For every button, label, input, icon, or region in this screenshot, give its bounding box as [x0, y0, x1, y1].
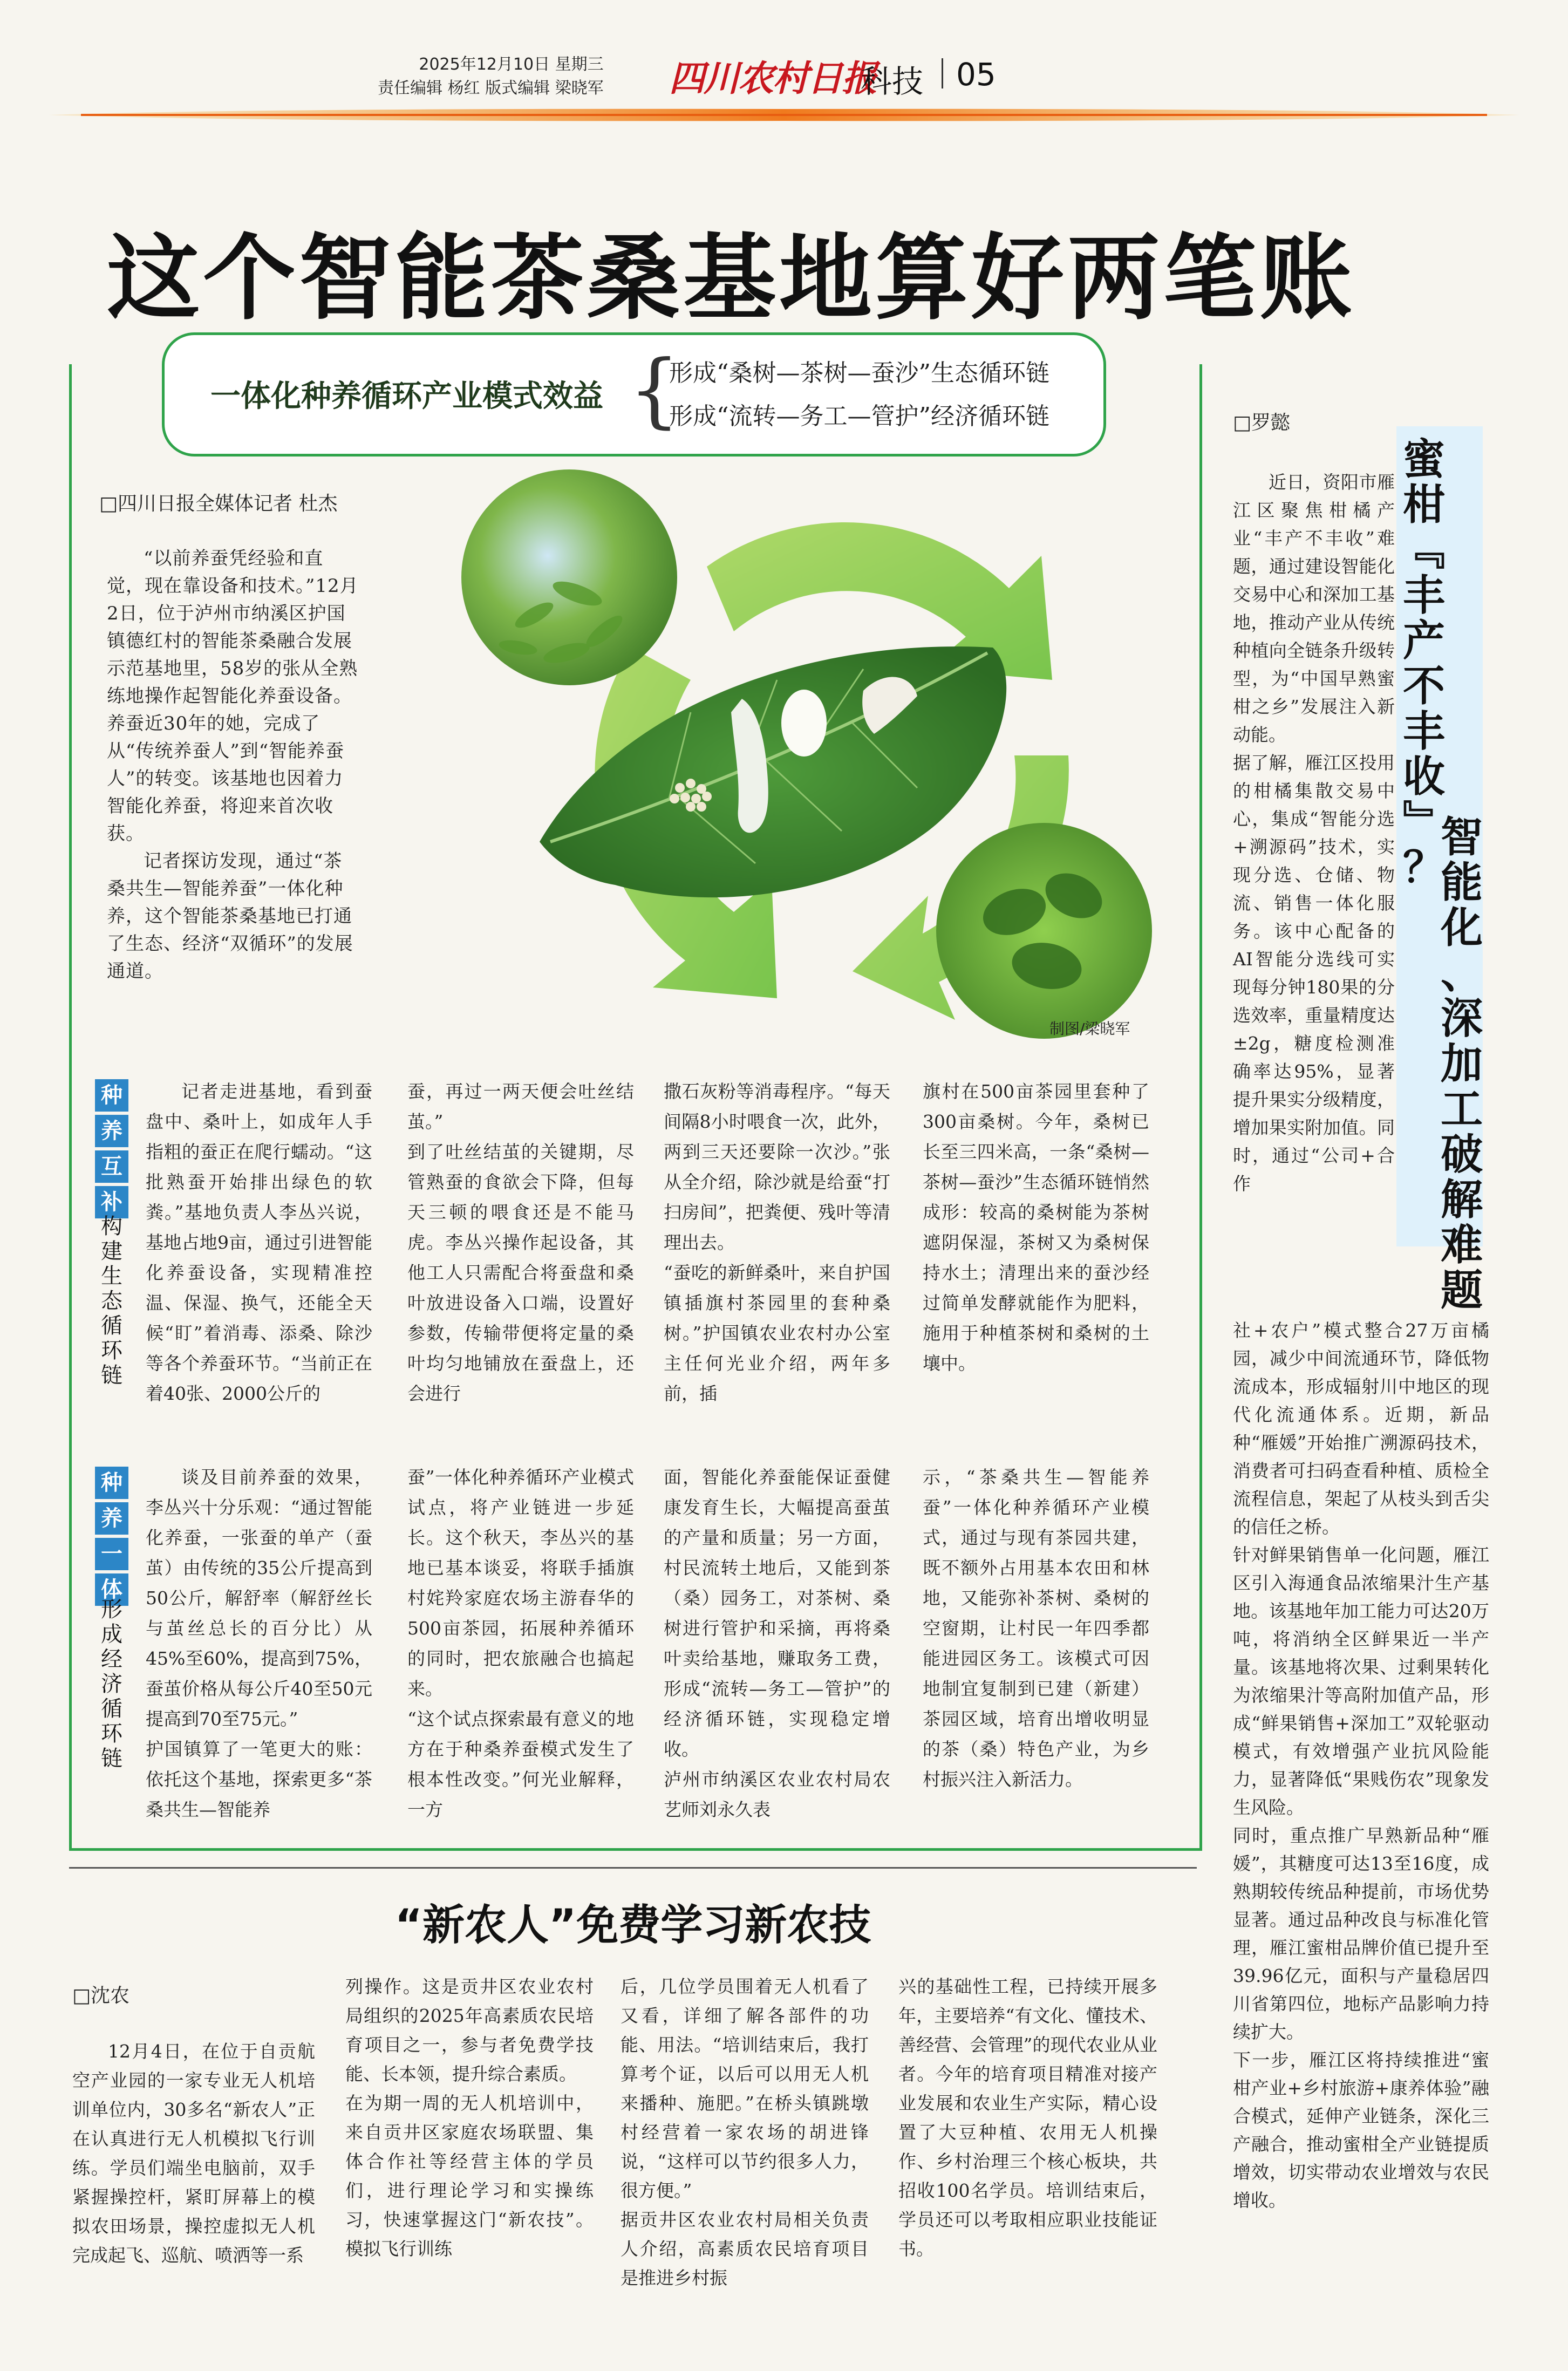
tag-char: 互 [95, 1150, 128, 1183]
cycle-illustration [453, 453, 1155, 1047]
paragraph: 示，“茶桑共生—智能养蚕”一体化种养循环产业模式，通过与现有茶园共建，既不额外占用基本农田和林地，又能弥补茶树、桑树的空窗期，让村民一年四季都能进园区务工。该模式可因地制宜复制到已建（新建）茶园区域，培育出增收明显的茶（桑）特色产业，为乡村振兴注入新活力。 [923, 1467, 1149, 1790]
title-char: 环 [101, 1338, 122, 1363]
right-wide-text [1233, 1317, 1489, 2215]
section2-title [95, 1597, 128, 1771]
s2-column-3 [664, 1462, 890, 1825]
s2-column-1 [146, 1462, 372, 1825]
tag-char: 养 [95, 1115, 128, 1147]
title-char: 难 [1441, 1221, 1483, 1270]
paragraph: 蚕，再过一两天便会吐丝结茧。” 到了吐丝结茧的关键期，尽管熟蚕的食欲会下降，但每天三顿的喂食还是不能马虎。李丛兴操作起设备，其他工人只需配合将蚕盘和桑叶放进设备入口端，设置好参数，传输带便将定量的桑叶均匀地铺放在蚕盘上，还会进行 [407, 1081, 634, 1404]
paragraph: 列操作。这是贡井区农业农村局组织的2025年高素质农民培育项目之一，参与者免费学技能、长本领，提升综合素质。 在为期一周的无人机培训中，来自贡井区家庭农场联盟、集体合作社等经营主体的学员们，进行理论学习和实操练习，快速掌握这门“新农技”。模拟飞行训练 [345, 1976, 594, 2259]
silkworm-cocoon [781, 690, 827, 757]
title-char: 蜜 [1403, 435, 1446, 484]
s1-column-2 [407, 1077, 634, 1409]
title-char: ？ [1403, 843, 1446, 892]
title-char: 能 [1441, 859, 1483, 907]
title-char: 经 [101, 1647, 122, 1672]
subhead-line-1: 形成“桑树—茶树—蚕沙”生态循环链 [669, 359, 1049, 387]
right-title-part2 [1441, 813, 1483, 1315]
title-char: ﹄ [1403, 798, 1446, 847]
right-title-part1 [1403, 435, 1446, 892]
paragraph: 记者走进基地，看到蚕盘中、桑叶上，如成年人手指粗的蚕正在爬行蠕动。“这批熟蚕开始排出绿色的软粪。”基地负责人李丛兴说，基地占地9亩，通过引进智能化养蚕设备，实现精准控温、保湿、换气，还能全天候“盯”着消毒、添桑、除沙等各个养蚕环节。“当前正在着40张、2000公斤的 [146, 1081, 372, 1404]
title-char: 环 [101, 1721, 122, 1746]
section-name: 科技 [861, 63, 924, 100]
lead-text [107, 545, 360, 985]
s3-column-4 [898, 1972, 1157, 2264]
title-char: 丰 [1403, 707, 1446, 756]
title-char: 形 [101, 1597, 122, 1622]
title-char: 不 [1403, 662, 1446, 711]
second-byline: □沈农 [72, 1985, 130, 2007]
title-char: 态 [101, 1289, 122, 1313]
s1-column-3 [664, 1077, 890, 1409]
title-char: 破 [1441, 1130, 1483, 1179]
paragraph: 蚕”一体化种养循环产业模式试点，将产业链进一步延长。这个秋天，李丛兴的基地已基本谈妥，将联手插旗村姹羚家庭农场主游春华的500亩茶园，拓展种养循环的同时，把农旅融合也搞起来。 “这个试点探索最有意义的地方在于种桑养蚕模式发生了根本性改变。”何光业解释，一方 [407, 1467, 634, 1820]
subhead-line-2: 形成“流转—务工—管护”经济循环链 [669, 403, 1049, 430]
lead-paragraph: 记者探访发现，通过“茶桑共生—智能养蚕”一体化种养，这个智能茶桑基地已打通了生态、经济“双循环”的发展通道。 [107, 850, 353, 982]
masthead-logo: 四川农村日报 [669, 57, 876, 99]
title-char: 链 [101, 1746, 122, 1771]
paragraph: 社+农户”模式整合27万亩橘园，减少中间流通环节，降低物流成本，形成辐射川中地区的现代化流通体系。近期，新品种“雁媛”开始推广溯源码技术，消费者可扫码查看种植、质检全流程信息，架起了从枝头到舌尖的信任之桥。 针对鲜果销售单一化问题，雁江区引入海通食品浓缩果汁生产基地。该基地年加工能力可达20万吨，将消纳全区鲜果近一半产量。该基地将次果、过剩果转化为浓缩果汁等高附加值产品，形成“鲜果销售+深加工”双轮驱动模式，有效增强产业抗风险能力，显著降低“果贱伤农”现象发生风险。 同时，重点推广早熟新品种“雁媛”，其糖度可达13至16度，成熟期较传统品种提前，市场优势显著。通过品种改良与标准化管理，雁江蜜柑品牌价值已提升至39.96亿元，面积与产量稳居四川省第四位，地标产品影响力持续扩大。 下一步，雁江区将持续推进“蜜柑产业+乡村旅游+康养体验”融合模式，延伸产业链条，深化三产融合，推动蜜柑全产业链提质增效，切实带动农业增效与农民增收。 [1233, 1320, 1489, 2211]
subhead-right [669, 352, 1049, 438]
s2-column-2 [407, 1462, 634, 1825]
paragraph: 旗村在500亩茶园里套种了300亩桑树。今年，桑树已长至三四米高，一条“桑树—茶树—蚕沙”生态循环链悄然成形：较高的桑树能为茶树遮阴保湿，茶树又为桑树保持水土；清理出来的蚕沙经过简单发酵就能作为肥料，施用于种植茶树和桑树的土壤中。 [923, 1081, 1149, 1374]
s3-column-2 [345, 1972, 594, 2264]
header-banner [49, 106, 1519, 124]
title-char: 化 [1441, 904, 1483, 952]
title-char: 构 [101, 1214, 122, 1239]
paragraph: 兴的基础性工程，已持续开展多年，主要培养“有文化、懂技术、善经营、会管理”的现代农业从业者。今年的培育项目精准对接产业发展和农业生产实际，精心设置了大豆种植、农用无人机操作、乡村治理三个核心板块，共招收100名学员。培训结束后，学员还可以考取相应职业技能证书。 [898, 1976, 1157, 2259]
title-char: 建 [101, 1239, 122, 1264]
tag-char: 种 [95, 1079, 128, 1112]
s1-column-4 [923, 1077, 1149, 1379]
title-char: 题 [1441, 1266, 1483, 1315]
tag-char: 养 [95, 1502, 128, 1535]
title-char: 生 [101, 1264, 122, 1289]
title-char: ﹃ [1403, 526, 1446, 575]
s2-column-4 [923, 1462, 1149, 1795]
story-divider [69, 1867, 1197, 1869]
s1-column-1 [146, 1077, 372, 1409]
right-byline: □罗懿 [1233, 412, 1291, 434]
header-meta [378, 53, 604, 100]
title-char: 柑 [1403, 481, 1446, 529]
paragraph: 后，几位学员围着无人机看了又看，详细了解各部件的功能、用法。“培训结束后，我打算考个证，以后可以用无人机来播种、施肥。”在桥头镇跳墩村经营着一家农场的胡进锋说，“这样可以节约很多人力，很方便。” 据贡井区农业农村局相关负责人介绍，高素质农民培育项目是推进乡村振 [621, 1976, 869, 2288]
title-char: 循 [101, 1313, 122, 1338]
title-char: 解 [1441, 1176, 1483, 1224]
title-char: 济 [101, 1672, 122, 1697]
title-char: 智 [1441, 813, 1483, 862]
section2-tag [95, 1467, 128, 1609]
s3-column-1 [72, 2037, 315, 2270]
title-char: 工 [1441, 1085, 1483, 1134]
main-byline: □四川日报全媒体记者 杜杰 [99, 493, 338, 515]
second-headline: “新农人”免费学习新农技 [394, 1901, 871, 1950]
tag-char: 体 [95, 1573, 128, 1606]
title-char: 加 [1441, 1040, 1483, 1088]
paragraph: 12月4日，在位于自贡航空产业园的一家专业无人机培训单位内，30多名“新农人”正在认真进行无人机模拟飞行训练。学员们端坐电脑前，双手紧握操控杆，紧盯屏幕上的模拟农田场景，操控虚拟无人机完成起飞、巡航、喷洒等一系 [72, 2041, 315, 2266]
brace-icon: { [629, 343, 680, 437]
editors-line: 责任编辑 杨红 版式编辑 梁晓军 [378, 79, 604, 98]
section1-title [95, 1214, 128, 1388]
tag-char: 一 [95, 1538, 128, 1570]
mulberry-photo [936, 823, 1152, 1039]
title-char: 丰 [1403, 571, 1446, 620]
lead-paragraph: “以前养蚕凭经验和直觉，现在靠设备和技术。”12月2日，位于泸州市纳溪区护国镇德红村的智能茶桑融合发展示范基地里，58岁的张从全熟练地操作起智能化养蚕设备。养蚕近30年的她，完成了从“传统养蚕人”到“智能养蚕人”的转变。该基地也因着力智能化养蚕，将迎来首次收获。 [107, 548, 359, 844]
s3-column-3 [621, 1972, 869, 2293]
title-char: 成 [101, 1622, 122, 1647]
section1-tag [95, 1079, 128, 1222]
title-char: 产 [1403, 617, 1446, 665]
title-char: 收 [1403, 753, 1446, 801]
tag-char: 种 [95, 1467, 128, 1499]
mulberry-leaf [540, 646, 1006, 897]
title-char: 深 [1441, 994, 1483, 1043]
date-line: 2025年12月10日 星期三 [419, 55, 604, 74]
section-divider [942, 58, 943, 88]
paragraph: 谈及目前养蚕的效果，李丛兴十分乐观：“通过智能化养蚕，一张蚕的单产（蚕茧）由传统的35公斤提高到50公斤，解舒率（解舒丝长与茧丝总长的百分比）从45%至60%，提高到75%，蚕茧价格从每公斤40至50元提高到70至75元。” 护国镇算了一笔更大的账：依托这个基地，探索更多“茶桑共生—智能养 [146, 1467, 372, 1820]
subhead-left: 一体化种养循环产业模式效益 [210, 378, 603, 414]
title-char: 、 [1441, 949, 1483, 998]
title-char: 循 [101, 1697, 122, 1721]
tag-char: 补 [95, 1186, 128, 1218]
page-number: 05 [956, 56, 996, 93]
main-headline: 这个智能茶桑基地算好两笔账 [107, 224, 1355, 332]
illustration-credit: 制图/梁晓军 [1049, 1020, 1130, 1038]
paragraph: 撒石灰粉等消毒程序。“每天间隔8小时喂食一次，此外，两到三天还要除一次沙。”张从全介绍，除沙就是给蚕“打扫房间”，把粪便、残叶等清理出去。 “蚕吃的新鲜桑叶，来自护国镇插旗村茶园里的套种桑树。”护国镇农业农村办公室主任何光业介绍，两年多前，插 [664, 1081, 890, 1404]
paragraph: 近日，资阳市雁江区聚焦柑橘产业“丰产不丰收”难题，通过建设智能化交易中心和深加工基地，推动产业从传统种植向全链条升级转型，为“中国早熟蜜柑之乡”发展注入新动能。 据了解，雁江区投用的柑橘集散交易中心，集成“智能分选+溯源码”技术，实现分选、仓储、物流、销售一体化服务。该中心配备的AI智能分选线可实现每分钟180果的分选效率，重量精度达±2g，糖度检测准确率达95%，显著提升果实分级精度，增加果实附加值。同时，通过“公司+合作 [1233, 472, 1395, 1194]
title-char: 链 [101, 1363, 122, 1388]
right-narrow-text [1233, 468, 1395, 1198]
paragraph: 面，智能化养蚕能保证蚕健康发育生长，大幅提高蚕茧的产量和质量；另一方面，村民流转土地后，又能到茶（桑）园务工，对茶树、桑树进行管护和采摘，再将桑叶卖给基地，赚取务工费，形成“流转—务工—管护”的经济循环链，实现稳定增收。 泸州市纳溪区农业农村局农艺师刘永久表 [664, 1467, 890, 1820]
